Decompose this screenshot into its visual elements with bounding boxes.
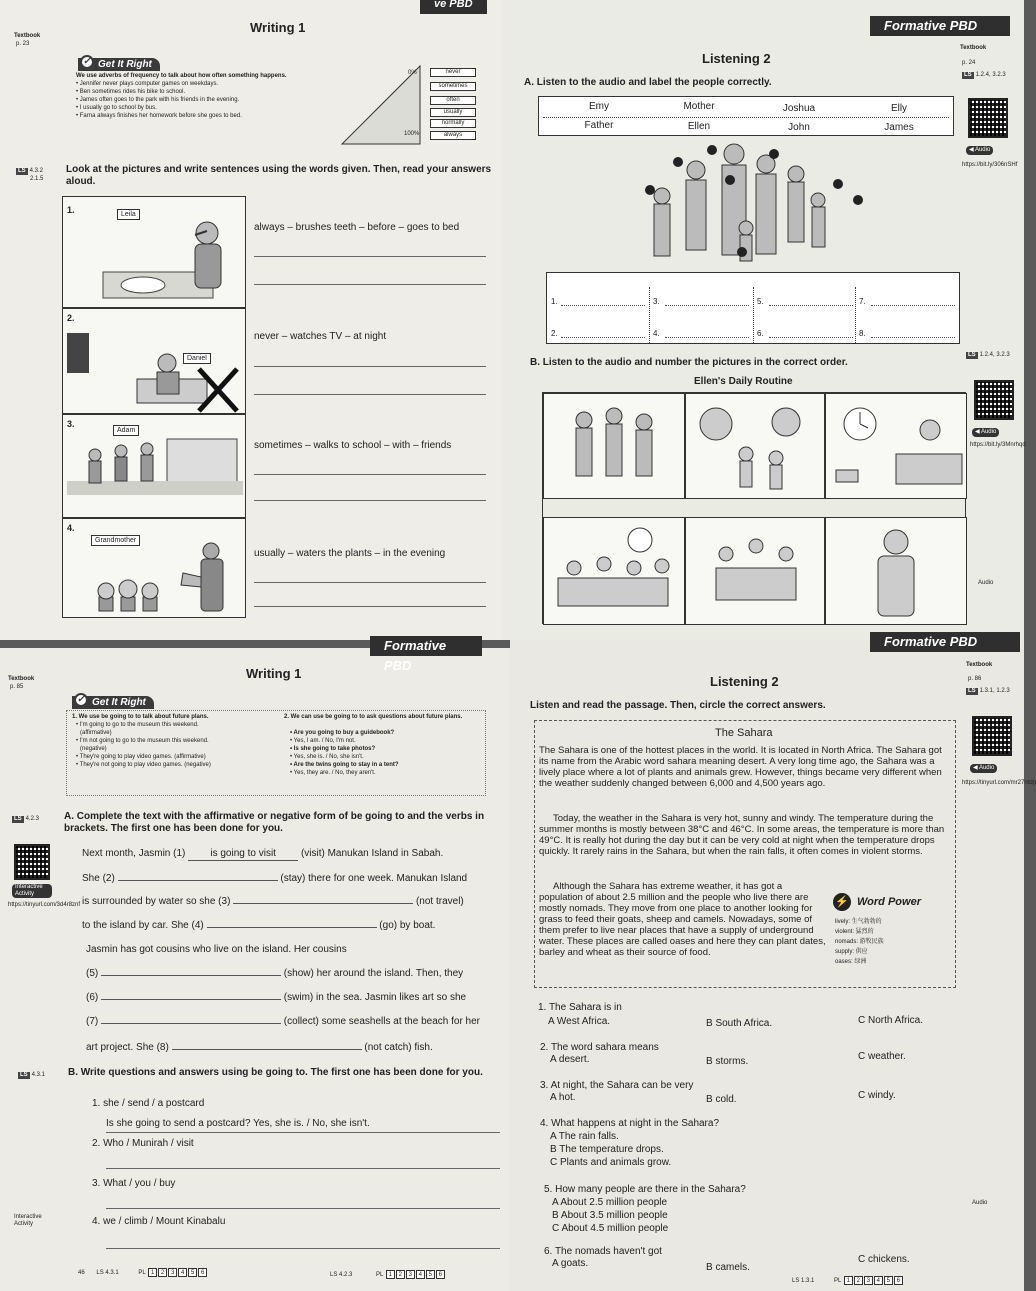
pl-level-6[interactable]: 6: [436, 1270, 445, 1279]
text-line-6: (5) (show) her around the island. Then, they: [86, 968, 464, 979]
audio-url[interactable]: https://bit.ly/306nSHf: [962, 162, 1018, 168]
answer-blank[interactable]: is going to visit: [188, 848, 298, 861]
q2-option-c[interactable]: C weather.: [858, 1051, 906, 1062]
glossary-entry: oases: 绿洲: [835, 959, 867, 965]
paragraph-1: The Sahara is one of the hottest places in the world. It is located in North Africa. The Sahara got its name from the Arabic word sahara meaning desert. A very long time ago, the Sahara was a lively place where a lot of plants and animals grew. However, things became very different when the weather suddenly changed between 6,000 and 4,500 years ago.: [539, 745, 942, 789]
rule-2-example: • Are the twins going to stay in a tent?: [290, 762, 399, 768]
ls-tag-a: LS 1.2.4, 3.2.3: [964, 72, 1006, 78]
q2-option-b[interactable]: B storms.: [706, 1056, 749, 1067]
answer-label: 3.: [653, 297, 660, 306]
textbook-page: p. 23: [16, 41, 30, 47]
rule-2-example: • Yes, they are. / No, they aren't.: [290, 770, 376, 776]
name-option: James: [884, 122, 914, 133]
item-2-prompt: 2. Who / Munirah / visit: [92, 1138, 194, 1149]
text-line-9: art project. She (8) (not catch) fish.: [86, 1042, 433, 1053]
textbook-page: p. 85: [10, 684, 24, 690]
character-name-tag: Daniel: [183, 353, 211, 364]
q4-option-b[interactable]: B The temperature drops.: [550, 1144, 664, 1155]
answer-line[interactable]: [254, 606, 486, 607]
q6-option-c[interactable]: C chickens.: [858, 1254, 910, 1265]
routine-picture-family-walk[interactable]: [543, 393, 685, 499]
q1-option-b[interactable]: B South Africa.: [706, 1018, 773, 1029]
q3-option-c[interactable]: C windy.: [858, 1090, 896, 1101]
textbook-page: p. 86: [968, 676, 982, 682]
example-3: • James often goes to the park with his friends in the evening.: [76, 97, 240, 103]
formative-pbd-banner: Formative PBD: [870, 632, 1020, 652]
routine-picture-wake-up[interactable]: [825, 393, 967, 499]
panel-number: 3.: [67, 419, 75, 429]
audio-url[interactable]: https://tinyurl.com/mr27ntdp: [962, 780, 1036, 786]
get-it-right-label: Get It Right: [98, 59, 152, 70]
prompt-2: never – watches TV – at night: [254, 331, 387, 342]
rule-2-example: • Yes, I am. / No, I'm not.: [290, 738, 356, 744]
name-option: Ellen: [687, 121, 711, 132]
answer-grid: [546, 272, 960, 344]
answer-blank[interactable]: [207, 927, 377, 928]
rule-1-example: • They're not going to play video games. (negative): [76, 762, 211, 768]
name-option: Elly: [890, 103, 908, 114]
answer-line[interactable]: [665, 305, 749, 306]
character-name-tag: Grandmother: [91, 535, 140, 546]
get-it-right-label: Get It Right: [92, 697, 146, 708]
rule-1-example: • I'm going to go to the museum this weekend.: [76, 722, 199, 728]
question-4: 4. What happens at night in the Sahara?: [540, 1118, 720, 1129]
textbook-label: Textbook: [966, 662, 993, 668]
picture-panel-4: [62, 518, 246, 618]
interactive-activity-label[interactable]: Interactive Activity: [14, 1214, 42, 1227]
answer-label: 7.: [859, 297, 866, 306]
routine-picture-dinner[interactable]: [685, 517, 825, 625]
panel-number: 4.: [67, 523, 75, 533]
section-a-instruction: A. Listen to the audio and label the people correctly.: [524, 77, 772, 88]
audio-url[interactable]: https://bit.ly/3Mnrhqd: [970, 442, 1026, 448]
question-2: 2. The word sahara means: [540, 1042, 659, 1053]
rule-1-example: (negative): [80, 746, 107, 752]
page-writing-1-top: [0, 0, 502, 640]
footer-left: [78, 1268, 207, 1278]
footer-right: [330, 1270, 445, 1280]
check-icon: ✓: [74, 693, 88, 707]
pl-level-3[interactable]: 3: [168, 1268, 177, 1277]
answer-label: 4.: [653, 329, 660, 338]
audio-side-label: Audio: [978, 580, 994, 586]
pct-low-label: 0%: [408, 70, 417, 76]
formative-pbd-banner: Formative PBD: [870, 16, 1010, 36]
footer-ls: LS 1.3.1: [792, 1278, 815, 1284]
answer-line[interactable]: [106, 1132, 500, 1133]
pl-level-5[interactable]: 5: [884, 1276, 893, 1285]
ls-tag-2: 2.1.5: [30, 176, 44, 182]
answer-blank[interactable]: [233, 903, 413, 904]
instruction: Look at the pictures and write sentences using the words given. Then, read your answers aloud.: [66, 164, 492, 187]
get-it-right-banner: [78, 58, 160, 71]
pl-label: PL: [138, 1270, 146, 1276]
picture-panel-1: [62, 196, 246, 308]
pl-level-2[interactable]: 2: [854, 1276, 863, 1285]
children-walking-illustration: [67, 437, 243, 517]
check-icon: ✓: [80, 55, 94, 69]
footer: [792, 1276, 903, 1286]
answer-label: 5.: [757, 297, 764, 306]
boy-watching-tv-illustration: [67, 327, 243, 413]
pl-level-1[interactable]: 1: [148, 1268, 157, 1277]
pl-level-5[interactable]: 5: [426, 1270, 435, 1279]
q3-option-a[interactable]: A hot.: [550, 1092, 576, 1103]
name-option: Father: [584, 120, 614, 131]
freq-always: always: [430, 131, 476, 140]
pl-level-3[interactable]: 3: [406, 1270, 415, 1279]
prompt-4: usually – waters the plants – in the evening: [254, 548, 446, 559]
answer-line[interactable]: [561, 337, 645, 338]
rule-1: 1. We use be going to to talk about future plans.: [72, 714, 209, 720]
prompt-3: sometimes – walks to school – with – friends: [254, 440, 452, 451]
lightning-icon: ⚡: [833, 893, 851, 911]
item-4-prompt: 4. we / climb / Mount Kinabalu: [92, 1216, 226, 1227]
label-markers: [642, 140, 862, 266]
routine-picture-park[interactable]: [685, 393, 825, 499]
footer-page-number: 46: [78, 1270, 85, 1276]
answer-line[interactable]: [254, 284, 486, 285]
pl-level-6[interactable]: 6: [198, 1268, 207, 1277]
pl-level-2[interactable]: 2: [396, 1270, 405, 1279]
q5-option-c[interactable]: C About 4.5 million people: [552, 1223, 669, 1234]
answer-line[interactable]: [254, 582, 486, 583]
freq-never: never: [430, 68, 476, 77]
answer-line[interactable]: [254, 500, 486, 501]
item-1-prompt: 1. she / send / a postcard: [92, 1098, 205, 1109]
answer-label: 2.: [551, 329, 558, 338]
picture-panel-2: [62, 308, 246, 414]
ls-tag-a: LS 4.2.3: [14, 816, 40, 822]
answer-line[interactable]: [665, 337, 749, 338]
answer-blank[interactable]: [101, 975, 281, 976]
qr-code[interactable]: [972, 716, 1012, 756]
page-title: Writing 1: [246, 666, 302, 681]
name-option: Mother: [683, 101, 715, 112]
names-box: [538, 96, 954, 136]
pl-label: PL: [834, 1278, 842, 1284]
pl-level-6[interactable]: 6: [894, 1276, 903, 1285]
rule-2-example: • Yes, she is. / No, she isn't.: [290, 754, 364, 760]
page-listening-2-top: [502, 0, 1024, 640]
pl-level-5[interactable]: 5: [188, 1268, 197, 1277]
routine-pictures: [542, 392, 966, 624]
ls-tag-b: LS 1.2.4, 3.2.3: [968, 352, 1010, 358]
rule-2-example: • Is she going to take photos?: [290, 746, 376, 752]
example-4: • I usually go to school by bus.: [76, 105, 157, 111]
grandmother-watering-plants-illustration: [93, 541, 243, 617]
answer-line[interactable]: [871, 337, 955, 338]
passage-title: The Sahara: [715, 727, 773, 739]
freq-sometimes: sometimes: [430, 82, 476, 91]
routine-picture-classroom[interactable]: [543, 517, 685, 625]
audio-button[interactable]: ◀ Audio: [972, 428, 999, 437]
pl-level-4[interactable]: 4: [874, 1276, 883, 1285]
panel-number: 1.: [67, 205, 75, 215]
pl-level-3[interactable]: 3: [864, 1276, 873, 1285]
page-title: Listening 2: [702, 51, 771, 66]
grammar-rule: We use adverbs of frequency to talk about how often something happens.: [76, 73, 287, 79]
answer-line[interactable]: [106, 1168, 500, 1169]
footer-ls: LS 4.3.1: [96, 1270, 119, 1276]
freq-normally: normally: [430, 119, 476, 128]
rule-1-example: (affirmative): [80, 730, 112, 736]
question-3: 3. At night, the Sahara can be very: [540, 1080, 694, 1091]
page-title: Listening 2: [710, 674, 779, 689]
glossary-entry: supply: 供应: [835, 949, 868, 955]
answer-label: 6.: [757, 329, 764, 338]
text-line-1: Next month, Jasmin (1) is going to visit (visit) Manukan Island in Sabah.: [82, 848, 444, 859]
qr-code[interactable]: [968, 98, 1008, 138]
rule-2-example: • Are you going to buy a guidebook?: [290, 730, 395, 736]
paragraph-2: Today, the weather in the Sahara is very hot, sunny and windy. The temperature during the summer months is mostly between 38°C and 46°C. In some areas, the temperature is more than 49°C. It is really hot during the day but it can be very cold at night when the temperature drops quickly. It rarely rains in the Sahara, but when the rain falls, it often comes in violent storms.: [539, 813, 945, 857]
textbook-label: Textbook: [14, 33, 41, 39]
qr-code[interactable]: [974, 380, 1014, 420]
answer-line[interactable]: [254, 256, 486, 257]
answer-line[interactable]: [769, 337, 853, 338]
glossary-entry: lively: 生气勃勃的: [835, 919, 882, 925]
answer-label: 8.: [859, 329, 866, 338]
answer-line[interactable]: [769, 305, 853, 306]
ls-tag-b: LS 4.3.1: [20, 1072, 46, 1078]
interactive-activity-button[interactable]: Interactive Activity: [12, 884, 52, 898]
page-writing-1-bottom: [0, 638, 510, 1291]
pl-level-2[interactable]: 2: [158, 1268, 167, 1277]
ls-tag: LS 4.3.2: [18, 168, 44, 174]
answer-line[interactable]: [871, 305, 955, 306]
q4-option-a[interactable]: A The rain falls.: [550, 1131, 619, 1142]
name-option: John: [788, 122, 810, 133]
audio-side-label: Audio: [972, 1200, 988, 1206]
q1-option-c[interactable]: C North Africa.: [858, 1015, 924, 1026]
answer-line[interactable]: [254, 366, 486, 367]
routine-title: Ellen's Daily Routine: [694, 376, 793, 387]
glossary-entry: violent: 猛烈的: [835, 929, 874, 935]
character-name-tag: Adam: [113, 425, 139, 436]
text-line-5: Jasmin has got cousins who live on the island. Her cousins: [86, 944, 347, 955]
text-line-7: (6) (swim) in the sea. Jasmin likes art so she: [86, 992, 467, 1003]
rule-1-example: • I'm not going to go to the museum this weekend.: [76, 738, 209, 744]
section-a-instruction: A. Complete the text with the affirmative or negative form of be going to and the verbs in brackets. The first one has been done for you.: [64, 811, 485, 834]
example-2: • Ben sometimes rides his bike to school.: [76, 89, 186, 95]
q5-option-b[interactable]: B About 3.5 million people: [552, 1210, 668, 1221]
girl-brushing-teeth-illustration: [103, 217, 243, 307]
page-listening-2-bottom: [510, 634, 1036, 1291]
answer-line[interactable]: [254, 394, 486, 395]
freq-often: often: [430, 96, 476, 105]
character-name-tag: Leila: [117, 209, 140, 220]
ls-tag: LS 1.3.1, 1.2.3: [968, 688, 1010, 694]
textbook-page: p. 24: [962, 60, 976, 66]
answer-label: 1.: [551, 297, 558, 306]
answer-blank[interactable]: [118, 880, 278, 881]
glossary-entry: nomads: 游牧民族: [835, 939, 884, 945]
prompt-1: always – brushes teeth – before – goes to bed: [254, 222, 460, 233]
example-5: • Farna always finishes her homework before she goes to bed.: [76, 113, 242, 119]
pl-level-1[interactable]: 1: [386, 1270, 395, 1279]
freq-usually: usually: [430, 108, 476, 117]
pct-high-label: 100%: [404, 131, 420, 137]
pl-label-2: PL: [376, 1272, 384, 1278]
name-option: Joshua: [782, 103, 816, 114]
item-3-prompt: 3. What / you / buy: [92, 1178, 176, 1189]
audio-button[interactable]: ◀ Audio: [970, 764, 997, 773]
section-b-instruction: B. Write questions and answers using be going to. The first one has been done for you.: [68, 1067, 483, 1078]
panel-number: 2.: [67, 313, 75, 323]
text-line-8: (7) (collect) some seashells at the beach for her: [86, 1016, 481, 1027]
name-option: Emy: [589, 101, 609, 112]
instruction: Listen and read the passage. Then, circle the correct answers.: [530, 700, 826, 711]
q5-option-a[interactable]: A About 2.5 million people: [552, 1197, 668, 1208]
section-b-instruction: B. Listen to the audio and number the pictures in the correct order.: [530, 357, 848, 368]
q6-option-b[interactable]: B camels.: [706, 1262, 750, 1273]
q2-option-a[interactable]: A desert.: [550, 1054, 590, 1065]
word-power-title: Word Power: [857, 896, 921, 908]
item-1-answer: Is she going to send a postcard? Yes, she is. / No, she isn't.: [106, 1118, 370, 1129]
q1-option-a[interactable]: A West Africa.: [548, 1016, 611, 1027]
answer-line[interactable]: [106, 1208, 500, 1209]
text-line-2: She (2) (stay) there for one week. Manukan Island: [82, 873, 468, 884]
text-line-3: is surrounded by water so she (3) (not travel): [82, 896, 464, 907]
q4-option-c[interactable]: C Plants and animals grow.: [550, 1157, 672, 1168]
audio-button[interactable]: ◀ Audio: [966, 146, 993, 155]
q3-option-b[interactable]: B cold.: [706, 1094, 737, 1105]
pl-level-4[interactable]: 4: [416, 1270, 425, 1279]
example-1: • Jennifer never plays computer games on weekdays.: [76, 81, 219, 87]
answer-line[interactable]: [106, 1248, 500, 1249]
textbook-label: Textbook: [960, 45, 987, 51]
word-power-box: [833, 893, 951, 983]
formative-pbd-banner: Formative PBD: [370, 636, 482, 656]
pbd-banner-partial: ve PBD: [420, 0, 487, 14]
answer-line[interactable]: [561, 305, 645, 306]
question-5: 5. How many people are there in the Sahara?: [544, 1184, 746, 1195]
rule-2: 2. We can use be going to to ask questions about future plans.: [284, 714, 463, 720]
q6-option-a[interactable]: A goats.: [552, 1258, 589, 1269]
picture-panel-3: [62, 414, 246, 518]
question-1: 1. The Sahara is in: [538, 1002, 622, 1013]
get-it-right-banner: [72, 696, 154, 709]
page-title: Writing 1: [250, 20, 306, 35]
textbook-label: Textbook: [8, 676, 35, 682]
passage-box: [534, 720, 956, 988]
answer-blank[interactable]: [101, 999, 281, 1000]
qr-code[interactable]: [14, 844, 50, 880]
pl-level-1[interactable]: 1: [844, 1276, 853, 1285]
answer-line[interactable]: [254, 474, 486, 475]
answer-blank[interactable]: [101, 1023, 281, 1024]
rule-1-example: • They're going to play video games. (affirmative): [76, 754, 206, 760]
routine-picture-brush-teeth[interactable]: [825, 517, 967, 625]
text-line-4: to the island by car. She (4) (go) by boat.: [82, 920, 436, 931]
footer-ls-2: LS 4.2.3: [330, 1272, 353, 1278]
question-6: 6. The nomads haven't got: [544, 1246, 662, 1257]
activity-url[interactable]: https://tinyurl.com/3d4r8znf: [8, 902, 81, 908]
paragraph-3: Although the Sahara has extreme weather, it has got a population of about 2.5 million and the people who live there are mostly nomads. They move from one place to another looking for grass to feed their goats, sheep and camels. Nowadays, some of them prefer to live near places that have a supply of underground water. These places are called oases and here they can plant dates, barley and wheat as their source of food.: [539, 881, 826, 958]
pl-level-4[interactable]: 4: [178, 1268, 187, 1277]
answer-blank[interactable]: [172, 1049, 362, 1050]
